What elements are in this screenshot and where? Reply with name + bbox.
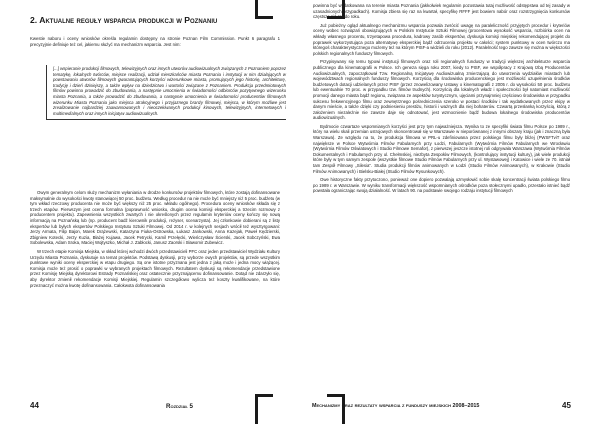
right-page bbox=[300, 0, 600, 424]
body-paragraph: Bydmocie czwartaze wspomnianych korzyści jest przy tym najważniejsza. Wynika to ze specyfiki świata filmu Polsce po 1989 r., który na wielu skali przemian ustrojowych skoncentrował się w Warszawie w nieporównanej z innymi obszary kraju (jak i znaczną była Warszawa). Ze względu na to, że produkcja filmowa w PRL-u zdefiniowana przez polskiego filmu były bliżej (PWSFTviT oraz największe w Polsce Wytwórnia Filmów Fabularnych przy Łodzi, Fabularnych (Wytwórnia Filmów Fabularnych we Wrocławiu (Wytwórnia Filmów Oświatowych i Studio Filmowe Semafor), z pierwszej jeszcze istotnej roli odgrywała Warszawa (Wytwórnia Filmów Dokumentalnych i Fabularnych przy ul. Chełmskiej, niezbyta Zespołów Filmowych, (kontrolujący instytucji kultury), jak wiele produkcji które były w tym samym zespole (wszystkie filmowe Studio Filmów Fabularnych przy ul. Wystawowej) i Katowice i wiele ze 70. istniał tam Zespół Filmowy „Silesia”. Studia produkcji filmów animowanych w Łodzi (Studio Filmów Animowanych), w Krakowie (Studio Filmów Animowanych) i Bielsku-Białej (Studio Filmów Rysunkowych). bbox=[313, 123, 570, 174]
page-number: 44 bbox=[30, 401, 39, 410]
block-quote: [...] wspieranie produkcji filmowych, telewizyjnych oraz innych utworów audiowizualnych związanych z Poznaniem poprzez tematykę, lokalnych twórców, miejsce realizacji, udział mieszkańców miasta Poznania i instytucji w nim działających w powstawaniu utworów filmowych gwarantujących korzyści wizerunkowe miasta, promujących jego historię, architekturę, tradycję i dzień dzisiejszy, a także wpływ na dziedzictwo i wartości związane z Poznaniem. Produkcja przedmiotowych filmów powinna prowadzić do zbudowania, a następnie umocnienia w świadomości odbiorców pozytywnego wizerunku miasta Poznania, a także prowadzić do zbudowania, a następnie umocnienia w świadomości producentów filmowych wizerunku Miasta Poznania jako miejsca atrakcyjnego i przyjaznego branży filmowej, miejsca, w którym możliwe jest zrealizowanie najbardziej zaawansowanych i nieoczekiwanych produkcji kinowych, telewizyjnych, internetowych i multimedialnych oraz innych inicjatyw audiowizualnych. bbox=[46, 65, 286, 120]
body-paragraph: W trzech etapie Komisja Miejska, w skład której wchodzi dwóch przedstawicieli PFC oraz jeden przedstawiciel Wydziału Kultury Urzędu Miasta Poznania, dyskutuje na temat projektów. Podstawą dyskusji, przy wyborze owych projektów, są przede wszystkim punktowe wyniki oceny eksperckiej w etapu drugiego. Są one istotne przyznana jest jedna z jaką może i jedna mocy wiążącej. Komisja może też prosić o poprawki w wybranych projektach filmowych. Rezultatem dyskusji są rekomendacje przedstawione przez Komisję Miejską dyrektorowi Estrady Poznańskiej oraz ostatecznie przyznającemu dofinansowanie. Dotąd nie zdarzyło się, aby dyrektor zmienił rekomendacje Komisji Miejskiej. Regulamin szczegółowo wylicza też koszty kwalifikowane, na które przeznaczyć można kwotę dofinansowania. Całokwota dofinansowania bbox=[30, 248, 280, 288]
body-paragraph: Owym generalnym celom służy mechanizm wyłaniania w drodze konkursów projektów filmowych, które zostają dofinansowane maksymalnie do wysokości kwoty stanowiącej 50 proc. budżetu. Według procedur na nie może być mniejszy niż 5 proc. budżetu (w tym wkład rzeczowy producenta nie może być większy niż 25 proc. wkładu ogólnego). Procedura oceny wniosków składa się z trzech etapów. Pierwszym jest ocena formalna (poprawność wniosku, drugim ocena komisji eksperckiej a trzecim rozmowy z producentem projektu). Zapewnienia wszystkich zwartych i nie określonych przez regulamin kryteriów oceny kończy się nową informacją na Poznańską lub (np. producent badź kierownik produkcji, reżyser, scenarzysta). Jej członkowie dobierani są z listy ekspertów lub byłych ekspertów Polskiego Instytutu Sztuki Filmowej. Od 2014 r. w kolejnych sesjach wrócił też wysztyrgowani: Jerzy Armata, Filip Bajon, Marek Drążewski, Katarzyna Fiuka-Ostrowska, Łukasz Jankowski, Anna Kazejak, Paweł Kędzierski, Zbigniew Kotecki, Jerzy Kuzia, Błażej Kujawa, Jacek Petrycki, Kamil Przełęcki, Wieńczysław Ścierski, Jacek Sobczyński, Ewa Sobolewska, Adam Sroka, Maciej Wojtyszko, Michał J. Zabłocki, Janusz Zaorski i Sławomir Zubewicz. bbox=[30, 190, 280, 246]
left-body-text bbox=[30, 190, 280, 288]
body-paragraph: Już pobieżny ogląd aktualnego mechanizmu wsparcia pozwala zwrócić uwagę na paraleliczność przyjętych procedur i kryteriów oceny wobec rozwiązań obowiązujących w Polskim Instytucie Sztuki Filmowej (procentowa wysokość wsparcia, rozbiórka ocen na wkłady własnego procentu, trzyetapowa procedura, kadrowy zasób ekspertów, dyskusja komisji miejskiej rekomendującej projekt do poprawek wykorzystująca poza alternatywę eksperckiej bądź odrzucenia projektu w całości; system punktowy w ocen twórczo ma któregoś charakterystycznego możemy też na którym PISF-a widzieli do roku (2012). Paralelność tego zawsze się można w większości polskich regionalnych funduszy filmowych. bbox=[313, 22, 570, 56]
right-body-text bbox=[313, 3, 570, 194]
running-footer: Mechanizmy oraz rezultaty wsparcia z funduszy miejskich 2008–2015 bbox=[312, 403, 480, 409]
running-footer: Rozdział 5 bbox=[166, 403, 193, 410]
page-number: 45 bbox=[562, 401, 571, 410]
body-paragraph: Przypisywany się temu typowi instytucji filmowych oraz roli regionalnych funduszy w tradycji większej architekturze wsparcia publicznego dla kinematografii w Polsce. Ich geneza sięga roku 2007, kiedy to PISF, we współpracy z Krajową Izbą Producentów Audiowizualnych, zapoczątkował Tzw. Regionalną Inicjatywę Audiowizualną zmierzającą do utworzenia wydziałów miastach lub województwach regionalnych funduszy filmowych. Korzyścią dla środowiska producenckiego jest możliwość uzupełnienia środków budżetowych dotacji udzielanych przez PISF (przez znowelizowany Ustawy o kinematografii z 2005 r. do wysokości 50 proc. budżetu lub ewentualnie 70 proc. w przypadku tzw. filmów trudnych). Korzyścią dla lokalnych władz i społeczności był natomiast możliwość promocji danego miasta bądź regionu, związana ze aspektów turystycznym, ujęciami przynajmniej częściowo środowiska w przypadku sukcesu frekwencyjnego filmu oraz zewnętrznego pośredniczenia szeroko w postaci środków i tak wydatkowanych przez ekipy w danym mieście, a także dzięki czy podniesieniu prestiżu, historii i ważnych dla niej bohaterów. Czwartą przesłanką korzyścią, którą z założeniem niezależnie nie zawsze daje się odnotować, jest wzmocnienie bądź budowa lokalnego środowiska producentów audiowizualnych. bbox=[313, 59, 570, 121]
body-paragraph: Owe historyczne fakty przytoczono, ponieważ one dopiero pozwalają uzmysłowić sobie skalę koncentracji świata polskiego filmu po 1989 r. w Warszawie. W wyniku transformacji większość wspomnianych ośrodków poza stołecznymi upadło, przestało istnieć bądź powstała ograniczając swoją działalność. W latach 90. na podstawie swojego rodzaju instytucji filmowych bbox=[313, 177, 570, 194]
body-paragraph: powinna być wydatkowana na terenie miasta Poznania (jakkolwiek regulamin pozostawia tutaj możliwość odstępstwa od tej zasady w uzasadnionych przypadkach). Komisja zbiera się raz na kwartał, specyfikę RFFF jest bowiem nabór oraz rozstrzygnięcia konkursów częstsze niż raz do roku. bbox=[313, 3, 570, 20]
intro-paragraph: Kwestie naboru i oceny wniosków określa regulamin dostępny na stronie Poznan Film Commission. Punkt 6 paragrafu 1 precyzyjnie definiuje też cel, jakiemu służyć ma mechanizm wsparcia. Jest nim: bbox=[30, 36, 280, 47]
section-title: 2. Aktualne reguły wsparcia produkcji w Poznaniu bbox=[30, 15, 218, 25]
intro-text bbox=[30, 36, 280, 47]
